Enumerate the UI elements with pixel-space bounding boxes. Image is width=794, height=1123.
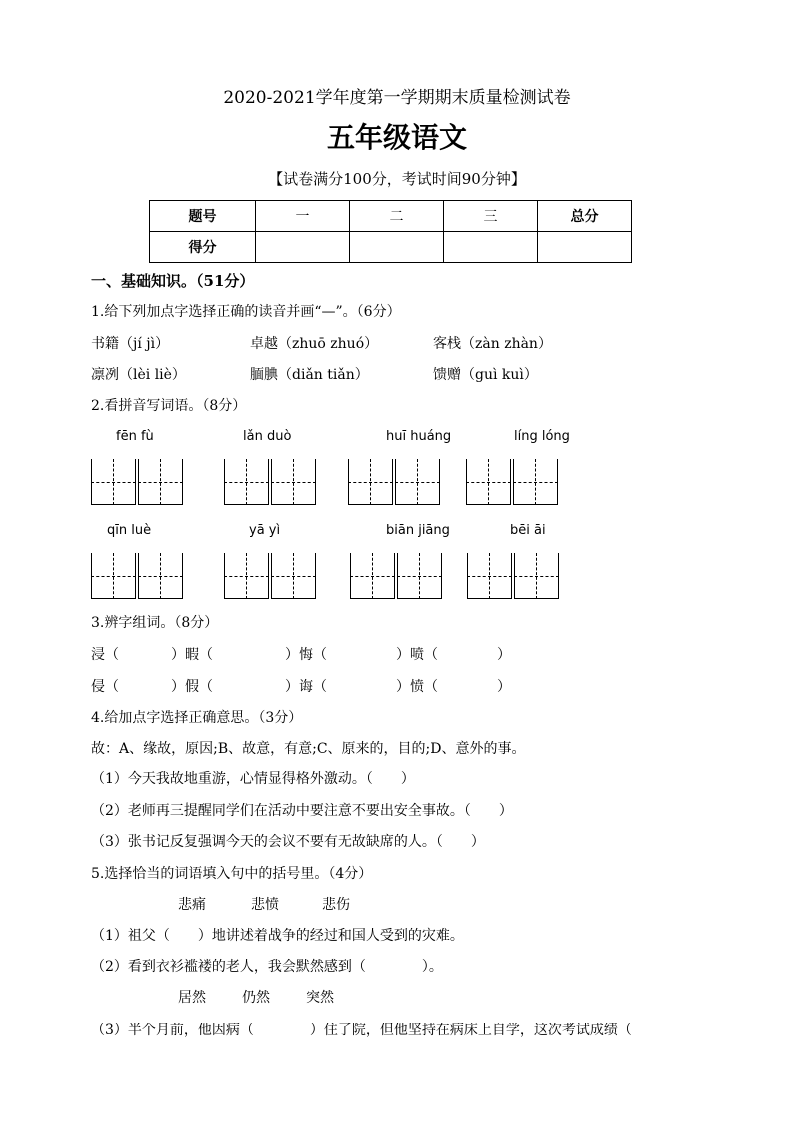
q3-char: ）: [497, 679, 511, 695]
writing-grid[interactable]: [350, 553, 444, 599]
subject-title: 五年级语文: [326, 121, 467, 154]
score-cell[interactable]: [538, 232, 632, 263]
pinyin-label: lǎn duò: [243, 429, 292, 444]
q5-sentence: （3）半个月前，他因病（ ）住了院，但他坚持在病床上自学，这次考试成绩（: [91, 1023, 632, 1037]
q1-item: 凛冽（lèi liè）: [91, 367, 186, 383]
q3-char: ）: [497, 647, 511, 663]
score-label: 得分: [150, 232, 256, 263]
score-table: [149, 200, 632, 263]
writing-grid[interactable]: [466, 459, 560, 505]
word-option: 突然: [306, 990, 334, 1006]
exam-title: 2020-2021学年度第一学期期末质量检测试卷: [223, 88, 571, 108]
q5-sentence: （2）看到衣衫褴褛的老人，我会默然感到（ ）。: [91, 959, 443, 975]
writing-grid[interactable]: [348, 459, 442, 505]
pinyin-label: líng lóng: [514, 429, 570, 444]
writing-grid[interactable]: [91, 459, 185, 505]
q3-char: ）假（: [171, 679, 213, 695]
q1-item: 馈赠（guì kuì）: [433, 367, 538, 383]
writing-grid[interactable]: [224, 459, 318, 505]
pinyin-label: huī huáng: [386, 429, 452, 444]
pinyin-label: fēn fù: [116, 429, 154, 444]
q4-item: （1）今天我故地重游，心情显得格外激动。（ ）: [91, 771, 415, 787]
question-3: 3.辨字组词。（8分）: [91, 615, 219, 631]
q3-char: ）喷（: [396, 647, 438, 663]
score-table-header-row: [150, 201, 632, 232]
q3-char: 侵（: [91, 679, 119, 695]
score-table-header-cell: 总分: [538, 201, 632, 232]
q3-char: 浸（: [91, 647, 119, 663]
score-cell[interactable]: [350, 232, 444, 263]
question-2: 2.看拼音写词语。（8分）: [91, 398, 247, 414]
q5-sentence: （1）祖父（ ）地讲述着战争的经过和国人受到的灾难。: [91, 928, 464, 944]
pinyin-label: yā yì: [249, 523, 281, 538]
score-table-score-row: [150, 232, 632, 263]
section-title: 一、基础知识。（51分）: [91, 272, 255, 290]
score-table-header-cell: 一: [256, 201, 350, 232]
score-table-header-cell: 二: [350, 201, 444, 232]
question-4: 4.给加点字选择正确意思。（3分）: [91, 710, 303, 726]
score-cell[interactable]: [256, 232, 350, 263]
score-table-header-cell: 三: [444, 201, 538, 232]
writing-grid[interactable]: [91, 553, 185, 599]
word-option: 悲痛: [178, 897, 206, 913]
writing-grid[interactable]: [467, 553, 561, 599]
word-option: 悲愤: [251, 897, 279, 913]
score-table-header-cell: 题号: [150, 201, 256, 232]
score-cell[interactable]: [444, 232, 538, 263]
writing-grid[interactable]: [224, 553, 318, 599]
q3-char: ）悔（: [285, 647, 327, 663]
q1-item: 腼腆（diǎn tiǎn）: [250, 367, 369, 383]
q1-item: 卓越（zhuō zhuó）: [250, 336, 379, 352]
pinyin-label: bēi āi: [510, 523, 546, 538]
question-5: 5.选择恰当的词语填入句中的括号里。（4分）: [91, 866, 373, 882]
q4-item: （2）老师再三提醒同学们在活动中要注意不要出安全事故。（ ）: [91, 803, 513, 819]
pinyin-label: biān jiāng: [386, 523, 450, 538]
q3-char: ）愤（: [396, 679, 438, 695]
q4-options: 故：A、缘故，原因;B、故意，有意;C、原来的，目的;D、意外的事。: [91, 741, 526, 757]
word-option: 悲伤: [322, 897, 350, 913]
exam-note: 【试卷满分100分，考试时间90分钟】: [268, 170, 526, 188]
q4-item: （3）张书记反复强调今天的会议不要有无故缺席的人。（ ）: [91, 834, 485, 850]
q1-item: 书籍（jí jì）: [91, 336, 170, 352]
q3-char: ）暇（: [171, 647, 213, 663]
q3-char: ）诲（: [285, 679, 327, 695]
pinyin-label: qīn luè: [107, 523, 152, 538]
question-1: 1.给下列加点字选择正确的读音并画“—”。（6分）: [91, 304, 401, 320]
word-option: 仍然: [242, 990, 270, 1006]
word-option: 居然: [178, 990, 206, 1006]
q1-item: 客栈（zàn zhàn）: [433, 336, 552, 352]
